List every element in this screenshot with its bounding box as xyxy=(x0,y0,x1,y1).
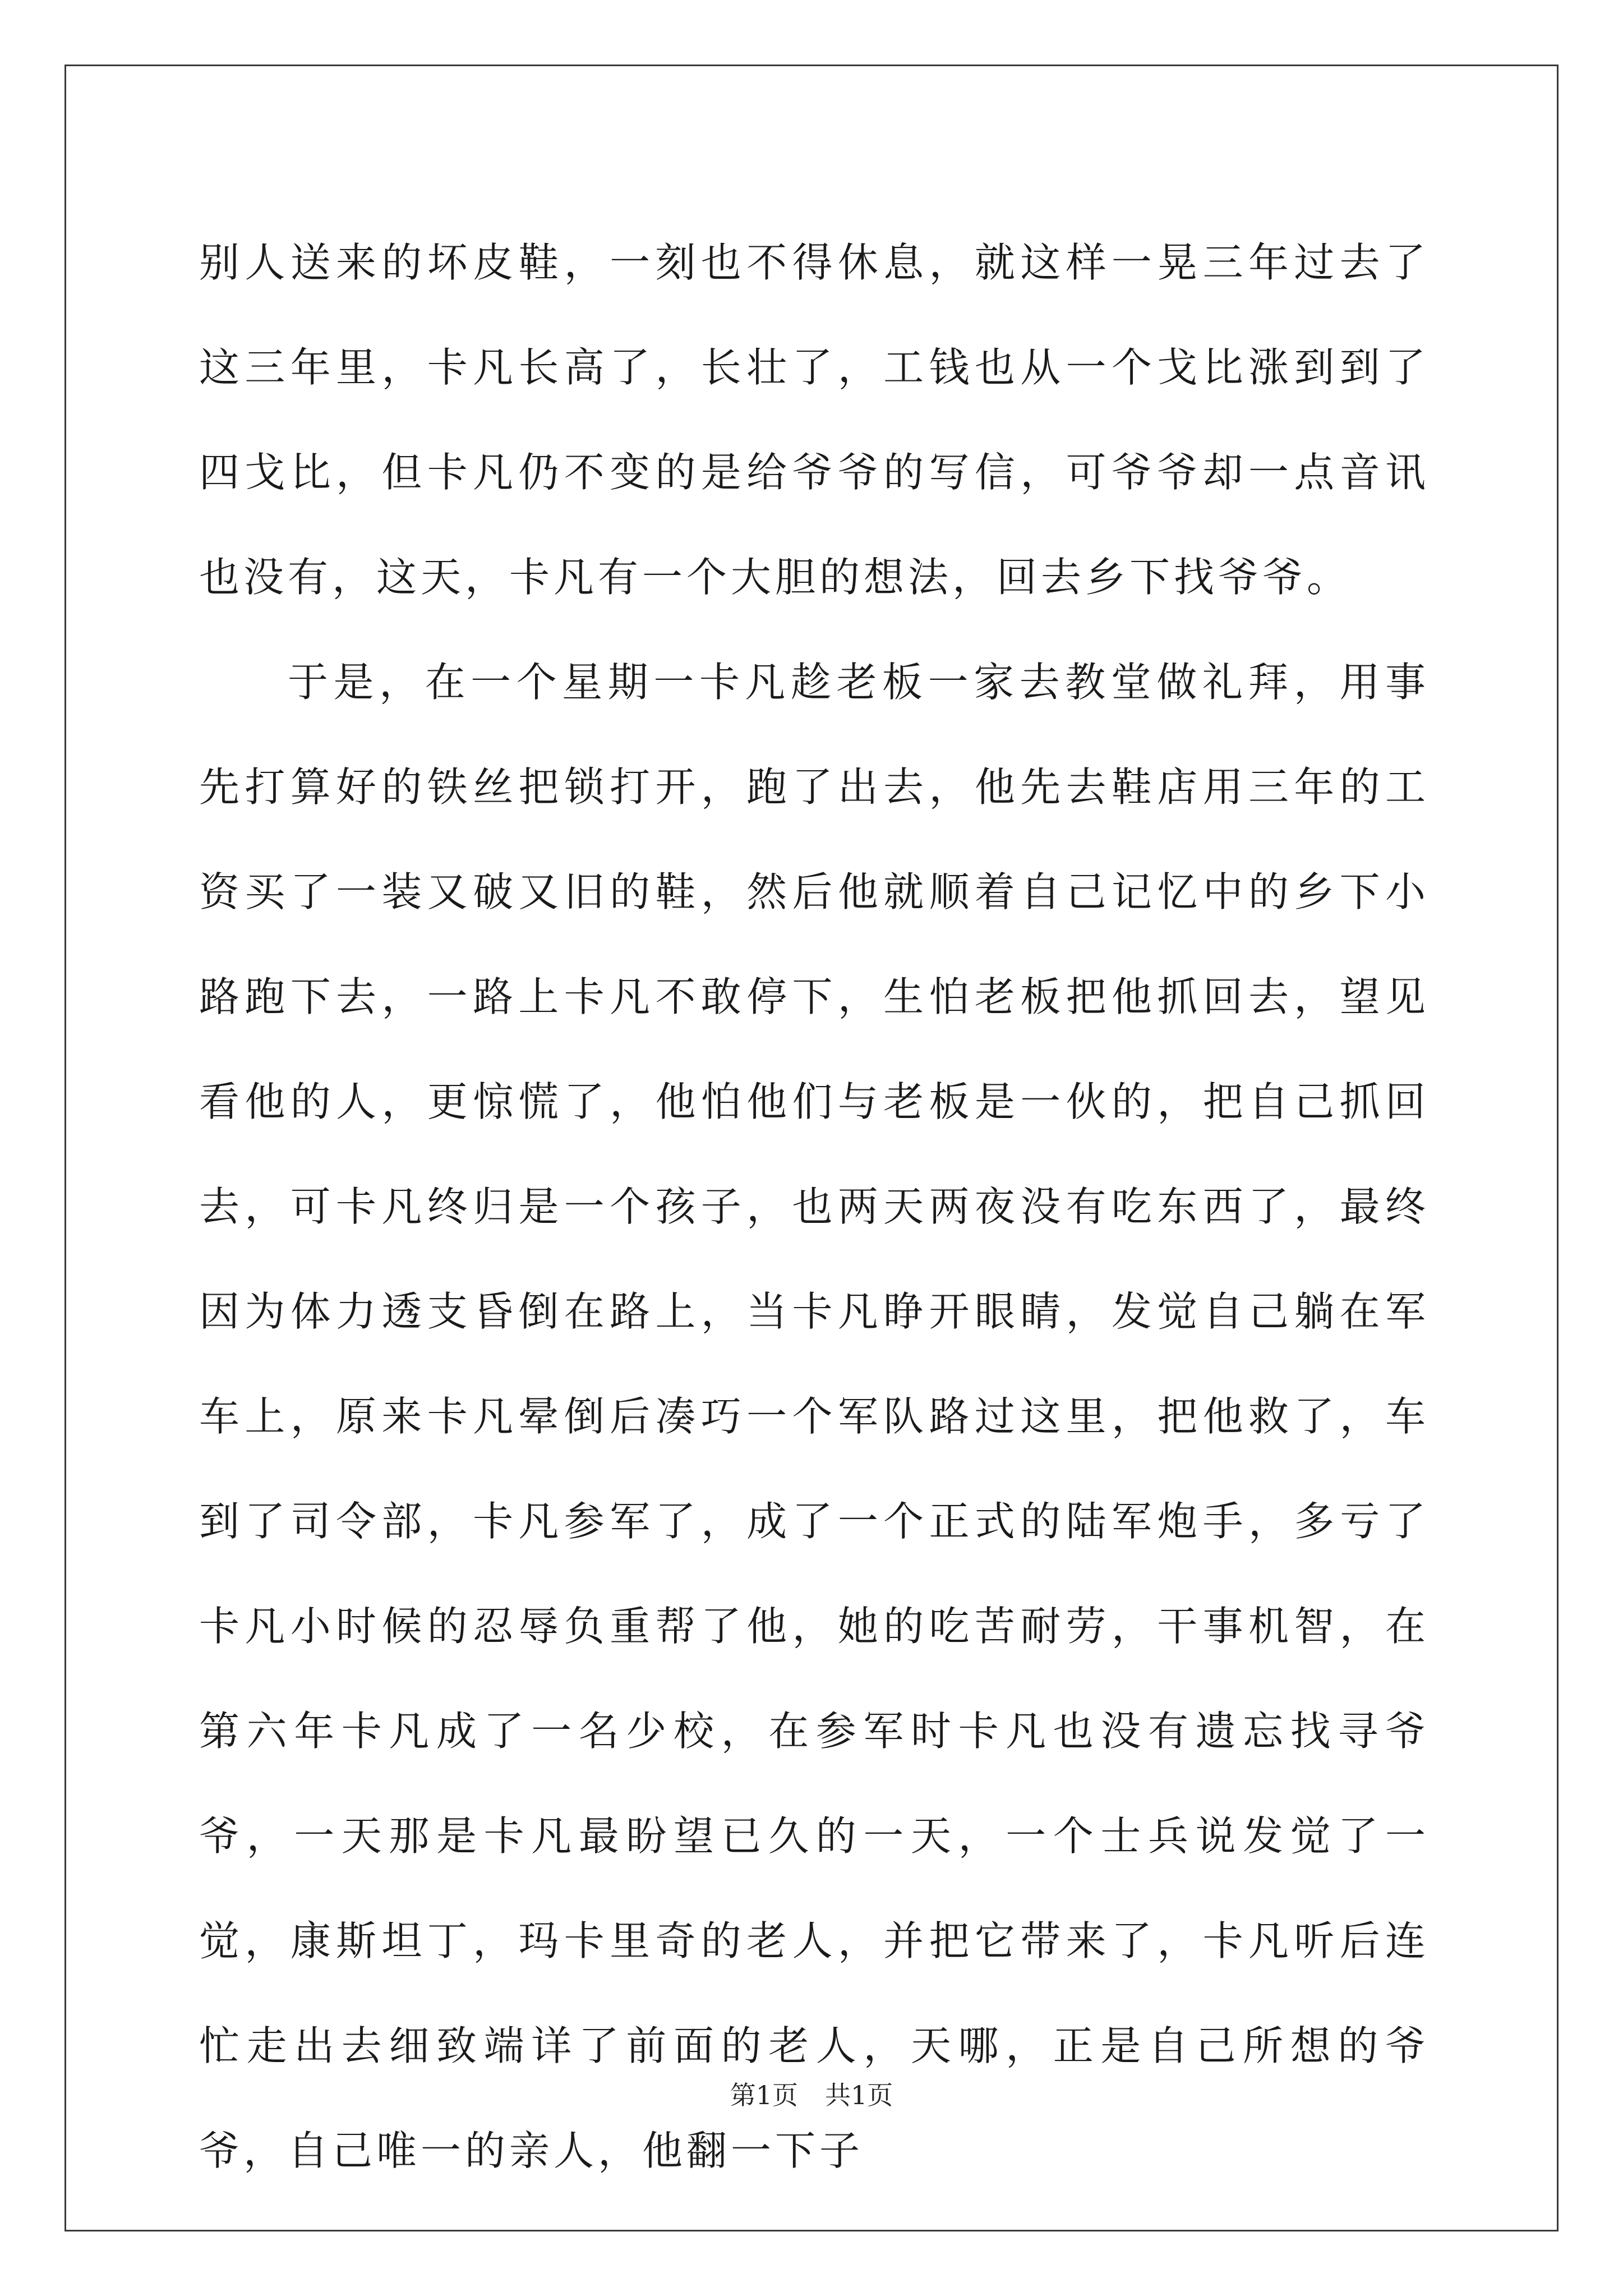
paragraph-1: 别人送来的坏皮鞋，一刻也不得休息，就这样一晃三年过去了这三年里，卡凡长高了，长壮了，工钱也从一个戈比涨到到了四戈比，但卡凡仍不变的是给爷爷的写信，可爷爷却一点音讯也没有，这天，卡凡有一个大胆的想法，回去乡下找爷爷。 xyxy=(199,239,1430,601)
document-body xyxy=(199,210,1430,2203)
page-footer xyxy=(0,2078,1623,2112)
page-number-total: 共1页 xyxy=(825,2080,893,2110)
paragraph-2: 于是，在一个星期一卡凡趁老板一家去教堂做礼拜，用事先打算好的铁丝把锁打开，跑了出去，他先去鞋店用三年的工资买了一装又破又旧的鞋，然后他就顺着自己记忆中的乡下小路跑下去，一路上卡凡不敢停下，生怕老板把他抓回去，望见看他的人，更惊慌了，他怕他们与老板是一伙的，把自己抓回去，可卡凡终归是一个孩子，也两天两夜没有吃东西了，最终因为体力透支昏倒在路上，当卡凡睁开眼睛，发觉自己躺在军车上，原来卡凡晕倒后凑巧一个军队路过这里，把他救了，车到了司令部，卡凡参军了，成了一个正式的陆军炮手，多亏了卡凡小时候的忍辱负重帮了他，她的吃苦耐劳，干事机智，在第六年卡凡成了一名少校，在参军时卡凡也没有遗忘找寻爷爷，一天那是卡凡最盼望已久的一天，一个士兵说发觉了一觉，康斯坦丁，玛卡里奇的老人，并把它带来了，卡凡听后连忙走出去细致端详了前面的老人，天哪，正是自己所想的爷爷，自己唯一的亲人，他翻一下子 xyxy=(199,659,1430,2174)
page-number-current: 第1页 xyxy=(730,2080,798,2110)
